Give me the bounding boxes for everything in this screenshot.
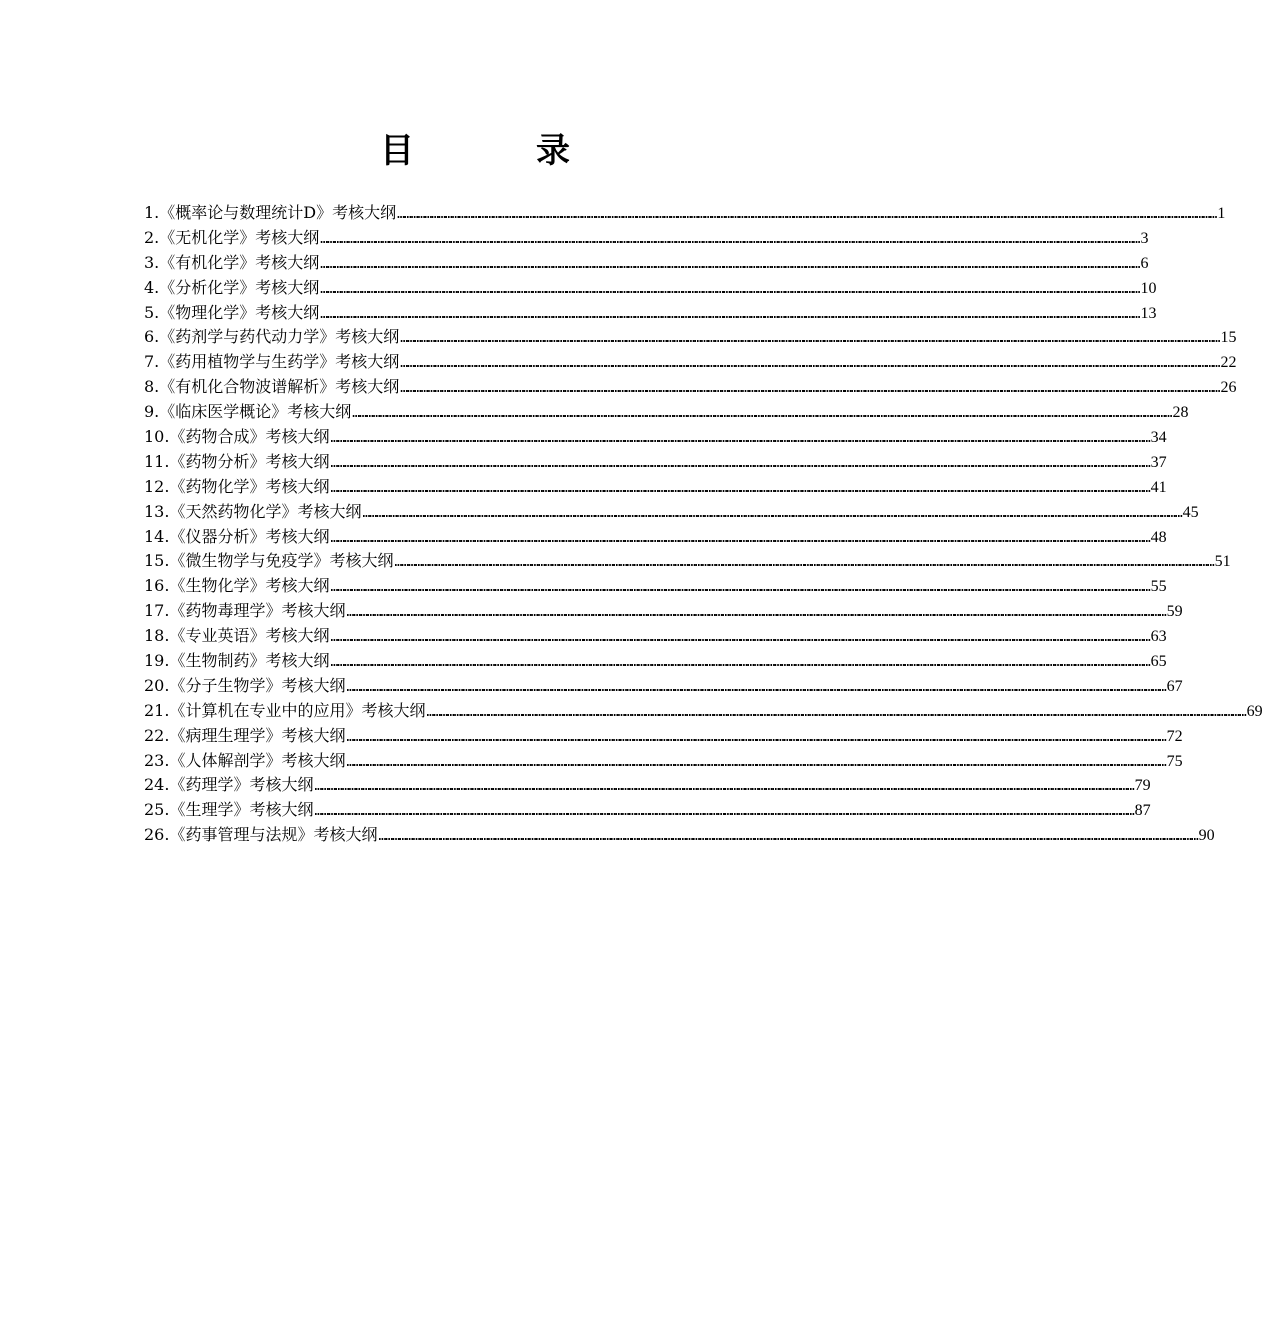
toc-entry[interactable] [144, 649, 1167, 674]
toc-entry-page-number: 41 [1150, 478, 1167, 496]
toc-entry-page-number: 48 [1150, 528, 1167, 546]
toc-entry-label: 10.《药物合成》考核大纲 [144, 427, 330, 447]
toc-entry-page-number: 59 [1166, 603, 1183, 621]
toc-entry-label: 17.《药物毒理学》考核大纲 [144, 601, 346, 621]
toc-leader-dots: ……………………………………………………………………………………………………………………………………………………………………………………………………………………………………………………………………………………………………………………………… [346, 729, 1166, 745]
toc-leader-dots: ……………………………………………………………………………………………………………………………………………………………………………………………………………………………………………………………………………………………………………………………… [346, 679, 1166, 695]
toc-leader-dots: ……………………………………………………………………………………………………………………………………………………………………………………………………………………………………………………………………………………………………………………………… [400, 331, 1220, 347]
toc-entry-page-number: 72 [1166, 727, 1183, 745]
toc-entry[interactable] [144, 201, 1226, 226]
toc-entry-page-number: 65 [1150, 653, 1167, 671]
toc-entry-label: 15.《微生物学与免疫学》考核大纲 [144, 551, 394, 571]
toc-leader-dots: ……………………………………………………………………………………………………………………………………………………………………………………………………………………………………………………………………………………………………………………………… [314, 804, 1134, 820]
toc-entry-label: 4.《分析化学》考核大纲 [144, 277, 320, 297]
toc-entry-label: 13.《天然药物化学》考核大纲 [144, 501, 362, 521]
toc-entry[interactable] [144, 599, 1183, 624]
toc-entry[interactable] [144, 450, 1167, 475]
toc-entry[interactable] [144, 724, 1183, 749]
toc-entry[interactable] [144, 375, 1237, 400]
toc-entry-label: 2.《无机化学》考核大纲 [144, 227, 320, 247]
toc-entry-page-number: 69 [1246, 702, 1263, 720]
toc-entry[interactable] [144, 699, 1263, 724]
toc-entry[interactable] [144, 325, 1237, 350]
toc-entry-page-number: 34 [1150, 429, 1167, 447]
toc-entry-page-number: 87 [1134, 802, 1151, 820]
toc-entry-label: 9.《临床医学概论》考核大纲 [144, 402, 352, 422]
table-of-contents [144, 201, 1263, 848]
toc-leader-dots: ……………………………………………………………………………………………………………………………………………………………………………………………………………………………………………………………………………………………………………………………… [320, 256, 1140, 272]
toc-entry-label: 19.《生物制药》考核大纲 [144, 651, 330, 671]
toc-leader-dots: ……………………………………………………………………………………………………………………………………………………………………………………………………………………………………………………………………………………………………………………………… [400, 356, 1220, 372]
toc-entry-label: 20.《分子生物学》考核大纲 [144, 675, 346, 695]
toc-leader-dots: ……………………………………………………………………………………………………………………………………………………………………………………………………………………………………………………………………………………………………………………………… [346, 605, 1166, 621]
toc-entry-label: 7.《药用植物学与生药学》考核大纲 [144, 352, 400, 372]
toc-leader-dots: ……………………………………………………………………………………………………………………………………………………………………………………………………………………………………………………………………………………………………………………………… [378, 829, 1198, 845]
toc-entry-page-number: 67 [1166, 677, 1183, 695]
toc-entry[interactable] [144, 425, 1167, 450]
toc-entry[interactable] [144, 226, 1149, 251]
toc-entry-page-number: 51 [1214, 553, 1231, 571]
toc-entry[interactable] [144, 525, 1167, 550]
toc-leader-dots: ……………………………………………………………………………………………………………………………………………………………………………………………………………………………………………………………………………………………………………………………… [330, 431, 1150, 447]
toc-entry-label: 26.《药事管理与法规》考核大纲 [144, 825, 378, 845]
toc-leader-dots: ……………………………………………………………………………………………………………………………………………………………………………………………………………………………………………………………………………………………………………………………… [330, 630, 1150, 646]
toc-entry[interactable] [144, 301, 1157, 326]
toc-leader-dots: ……………………………………………………………………………………………………………………………………………………………………………………………………………………………………………………………………………………………………………………………… [330, 580, 1150, 596]
toc-entry-label: 24.《药理学》考核大纲 [144, 775, 314, 795]
toc-entry-page-number: 55 [1150, 578, 1167, 596]
page-title: 目 录 [380, 131, 614, 171]
toc-leader-dots: ……………………………………………………………………………………………………………………………………………………………………………………………………………………………………………………………………………………………………………………………… [330, 655, 1150, 671]
toc-entry-page-number: 79 [1134, 777, 1151, 795]
toc-entry-page-number: 28 [1172, 404, 1189, 422]
toc-entry[interactable] [144, 400, 1189, 425]
toc-leader-dots: ……………………………………………………………………………………………………………………………………………………………………………………………………………………………………………………………………………………………………………………………… [330, 480, 1150, 496]
toc-leader-dots: ……………………………………………………………………………………………………………………………………………………………………………………………………………………………………………………………………………………………………………………………… [346, 754, 1166, 770]
toc-entry[interactable] [144, 749, 1183, 774]
toc-entry[interactable] [144, 574, 1167, 599]
toc-entry-page-number: 1 [1217, 205, 1226, 222]
toc-entry[interactable] [144, 773, 1151, 798]
toc-entry[interactable] [144, 549, 1231, 574]
toc-entry[interactable] [144, 350, 1237, 375]
toc-entry-label: 3.《有机化学》考核大纲 [144, 252, 320, 272]
toc-leader-dots: ……………………………………………………………………………………………………………………………………………………………………………………………………………………………………………………………………………………………………………………………… [400, 381, 1220, 397]
toc-entry-label: 6.《药剂学与药代动力学》考核大纲 [144, 327, 400, 347]
toc-entry-page-number: 45 [1182, 503, 1199, 521]
toc-entry-page-number: 90 [1198, 827, 1215, 845]
toc-leader-dots: ……………………………………………………………………………………………………………………………………………………………………………………………………………………………………………………………………………………………………………………………… [394, 555, 1214, 571]
toc-entry-label: 5.《物理化学》考核大纲 [144, 302, 320, 322]
toc-leader-dots: ……………………………………………………………………………………………………………………………………………………………………………………………………………………………………………………………………………………………………………………………… [426, 704, 1246, 720]
toc-leader-dots: ……………………………………………………………………………………………………………………………………………………………………………………………………………………………………………………………………………………………………………………………… [320, 306, 1140, 322]
toc-entry-label: 22.《病理生理学》考核大纲 [144, 725, 346, 745]
toc-entry-page-number: 75 [1166, 752, 1183, 770]
toc-entry-page-number: 63 [1150, 628, 1167, 646]
toc-entry[interactable] [144, 475, 1167, 500]
toc-leader-dots: ……………………………………………………………………………………………………………………………………………………………………………………………………………………………………………………………………………………………………………………………… [314, 779, 1134, 795]
toc-entry-page-number: 15 [1220, 329, 1237, 347]
toc-entry-page-number: 10 [1140, 279, 1157, 297]
toc-entry-page-number: 26 [1220, 379, 1237, 397]
toc-entry-page-number: 3 [1140, 229, 1149, 247]
toc-entry[interactable] [144, 251, 1149, 276]
toc-entry-page-number: 6 [1140, 254, 1149, 272]
toc-leader-dots: ……………………………………………………………………………………………………………………………………………………………………………………………………………………………………………………………………………………………………………………………… [320, 231, 1140, 247]
toc-entry-label: 21.《计算机在专业中的应用》考核大纲 [144, 700, 426, 720]
toc-entry-page-number: 37 [1150, 453, 1167, 471]
toc-leader-dots: ……………………………………………………………………………………………………………………………………………………………………………………………………………………………………………………………………………………………………………………………… [320, 281, 1140, 297]
toc-entry-label: 11.《药物分析》考核大纲 [144, 451, 330, 471]
toc-leader-dots: ……………………………………………………………………………………………………………………………………………………………………………………………………………………………………………………………………………………………………………………………… [330, 530, 1150, 546]
toc-entry[interactable] [144, 624, 1167, 649]
toc-entry-label: 1.《概率论与数理统计D》考核大纲 [144, 203, 397, 222]
toc-entry-label: 12.《药物化学》考核大纲 [144, 476, 330, 496]
toc-entry[interactable] [144, 674, 1183, 699]
toc-entry-page-number: 13 [1140, 304, 1157, 322]
toc-entry-label: 8.《有机化合物波谱解析》考核大纲 [144, 377, 400, 397]
toc-entry-label: 25.《生理学》考核大纲 [144, 800, 314, 820]
toc-entry[interactable] [144, 823, 1215, 848]
toc-leader-dots: ……………………………………………………………………………………………………………………………………………………………………………………………………………………………………………………………………………………………………………………………… [330, 455, 1150, 471]
toc-entry-label: 16.《生物化学》考核大纲 [144, 576, 330, 596]
toc-entry[interactable] [144, 276, 1157, 301]
toc-entry-label: 18.《专业英语》考核大纲 [144, 626, 330, 646]
toc-entry[interactable] [144, 798, 1151, 823]
toc-leader-dots: ……………………………………………………………………………………………………………………………………………………………………………………………………………………………………………………………………………………………………………………………… [362, 505, 1182, 521]
toc-leader-dots: ……………………………………………………………………………………………………………………………………………………………………………………………………………………………………………………………………………………………………………………………… [397, 207, 1217, 222]
toc-entry-label: 23.《人体解剖学》考核大纲 [144, 750, 346, 770]
toc-entry-label: 14.《仪器分析》考核大纲 [144, 526, 330, 546]
toc-entry[interactable] [144, 500, 1199, 525]
toc-leader-dots: ……………………………………………………………………………………………………………………………………………………………………………………………………………………………………………………………………………………………………………………………… [352, 406, 1172, 422]
toc-entry-page-number: 22 [1220, 354, 1237, 372]
